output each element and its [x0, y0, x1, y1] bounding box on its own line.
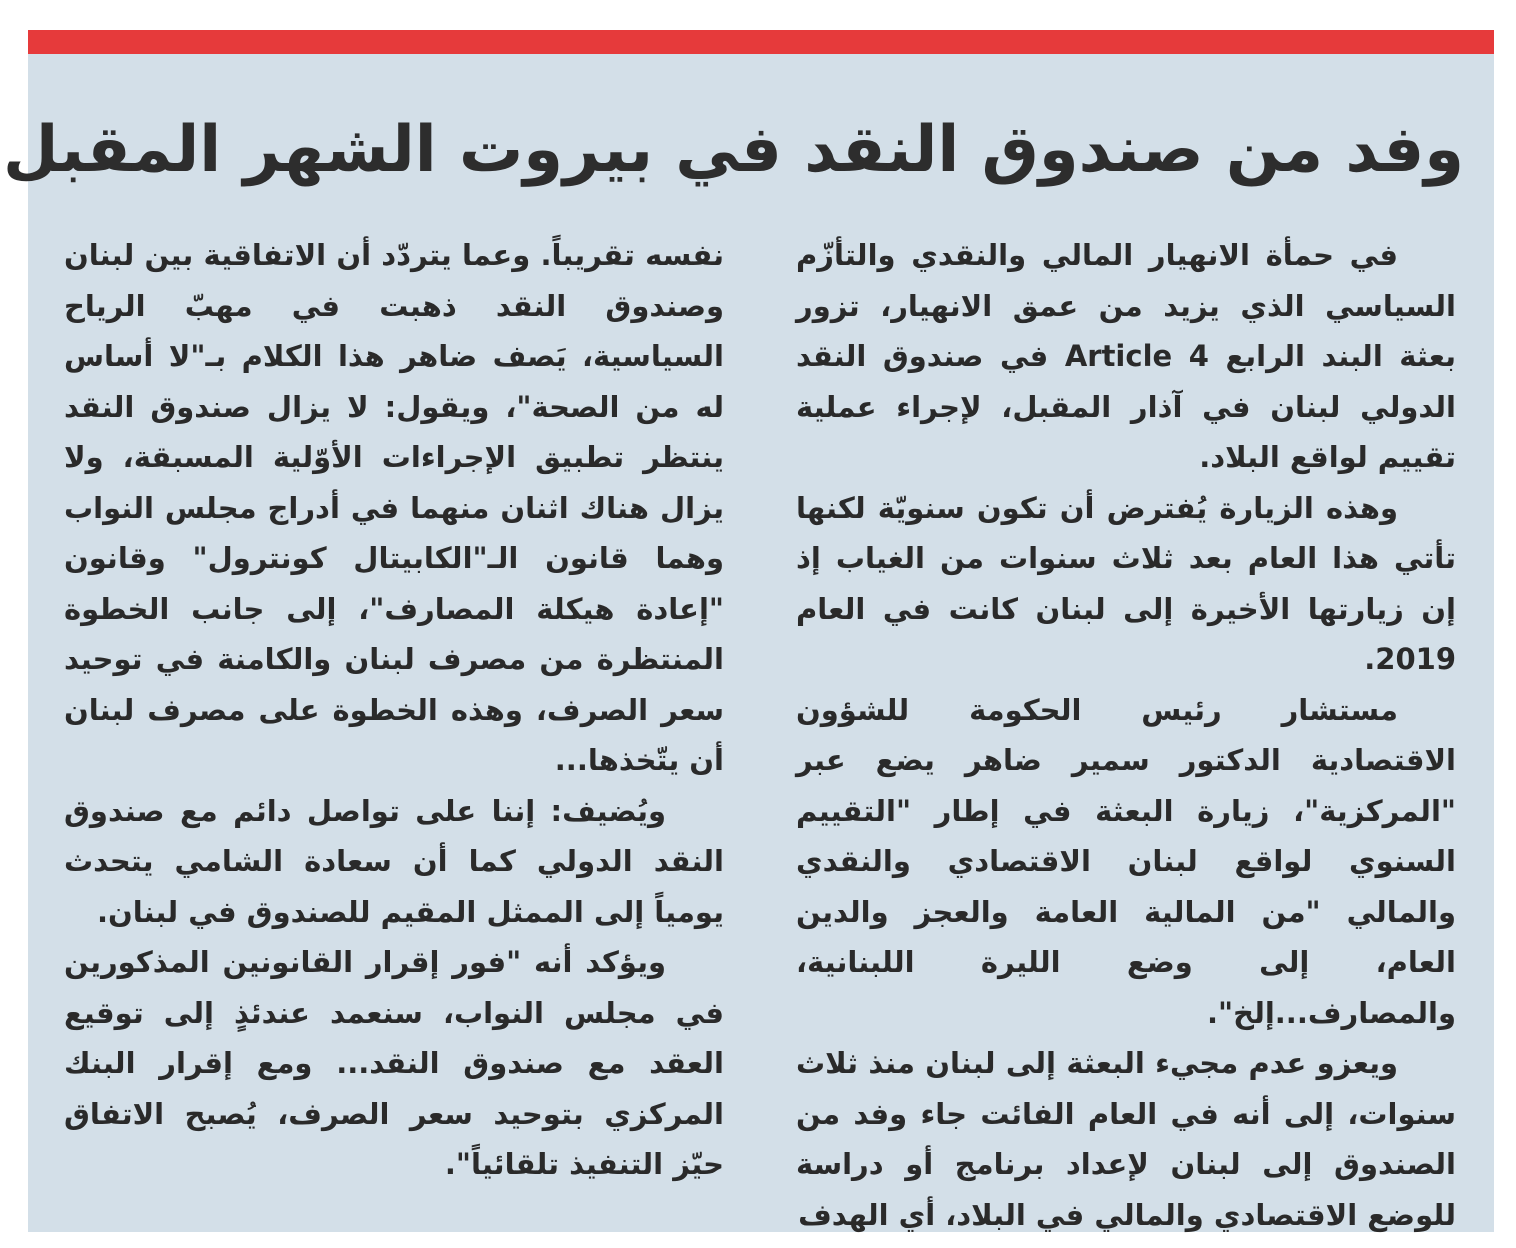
paragraph: ويعزو عدم مجيء البعثة إلى لبنان منذ ثلاث سنوات، إلى أنه في العام الفائت جاء وفد من الصندوق إلى لبنان لإعداد برنامج أو دراسة للوضع الاقتصادي والمالي في البلاد، أي الهدف	[796, 1046, 1456, 1232]
paragraph: ويؤكد أنه "فور إقرار القانونين المذكورين في مجلس النواب، سنعمد عندئذٍ إلى توقيع العقد مع صندوق النقد... ومع إقرار البنك المركزي بتوحيد سعر الصرف، يُصبح الاتفاق حيّز التنفيذ تلقائياً".	[64, 945, 724, 1181]
paragraph: في حمأة الانهيار المالي والنقدي والتأزّم السياسي الذي يزيد من عمق الانهيار، تزور بعثة البند الرابع Article 4 في صندوق النقد الدولي لبنان في آذار المقبل، لإجراء عملية تقييم لواقع البلاد.	[796, 238, 1456, 474]
paragraph: مستشار رئيس الحكومة للشؤون الاقتصادية الدكتور سمير ضاهر يضع عبر "المركزية"، زيارة البعثة في إطار "التقييم السنوي لواقع لبنان الاقتصادي والنقدي والمالي "من المالية العامة والعجز والدين العام، إلى وضع الليرة اللبنانية، والمصارف...إلخ".	[796, 692, 1456, 1030]
paragraph-continuation: نفسه تقريباً. وعما يتردّد أن الاتفاقية بين لبنان وصندوق النقد ذهبت في مهبّ الرياح السياسية، يَصف ضاهر هذا الكلام بـ"لا أساس له من الصحة"، ويقول: لا يزال صندوق النقد ينتظر تطبيق الإجراءات الأوّلية المسبقة، ولا يزال هناك اثنان منهما في أدراج مجلس النواب وهما قانون الـ"الكابيتال كونترول" وقانون "إعادة هيكلة المصارف"، إلى جانب الخطوة المنتظرة من مصرف لبنان والكامنة في توحيد سعر الصرف، وهذه الخطوة على مصرف لبنان أن يتّخذها...	[64, 238, 724, 777]
accent-bar	[28, 30, 1494, 54]
article-column-left	[64, 230, 724, 1190]
article-card	[3, 30, 1494, 1232]
article-headline: وفد من صندوق النقد في بيروت الشهر المقبل	[3, 113, 1464, 187]
article-column-right	[796, 230, 1456, 1240]
paragraph: ويُضيف: إننا على تواصل دائم مع صندوق النقد الدولي كما أن سعادة الشامي يتحدث يومياً إلى الممثل المقيم للصندوق في لبنان.	[64, 793, 724, 929]
paragraph: وهذه الزيارة يُفترض أن تكون سنويّة لكنها تأتي هذا العام بعد ثلاث سنوات من الغياب إذ إن زيارتها الأخيرة إلى لبنان كانت في العام 2019.	[796, 490, 1456, 676]
